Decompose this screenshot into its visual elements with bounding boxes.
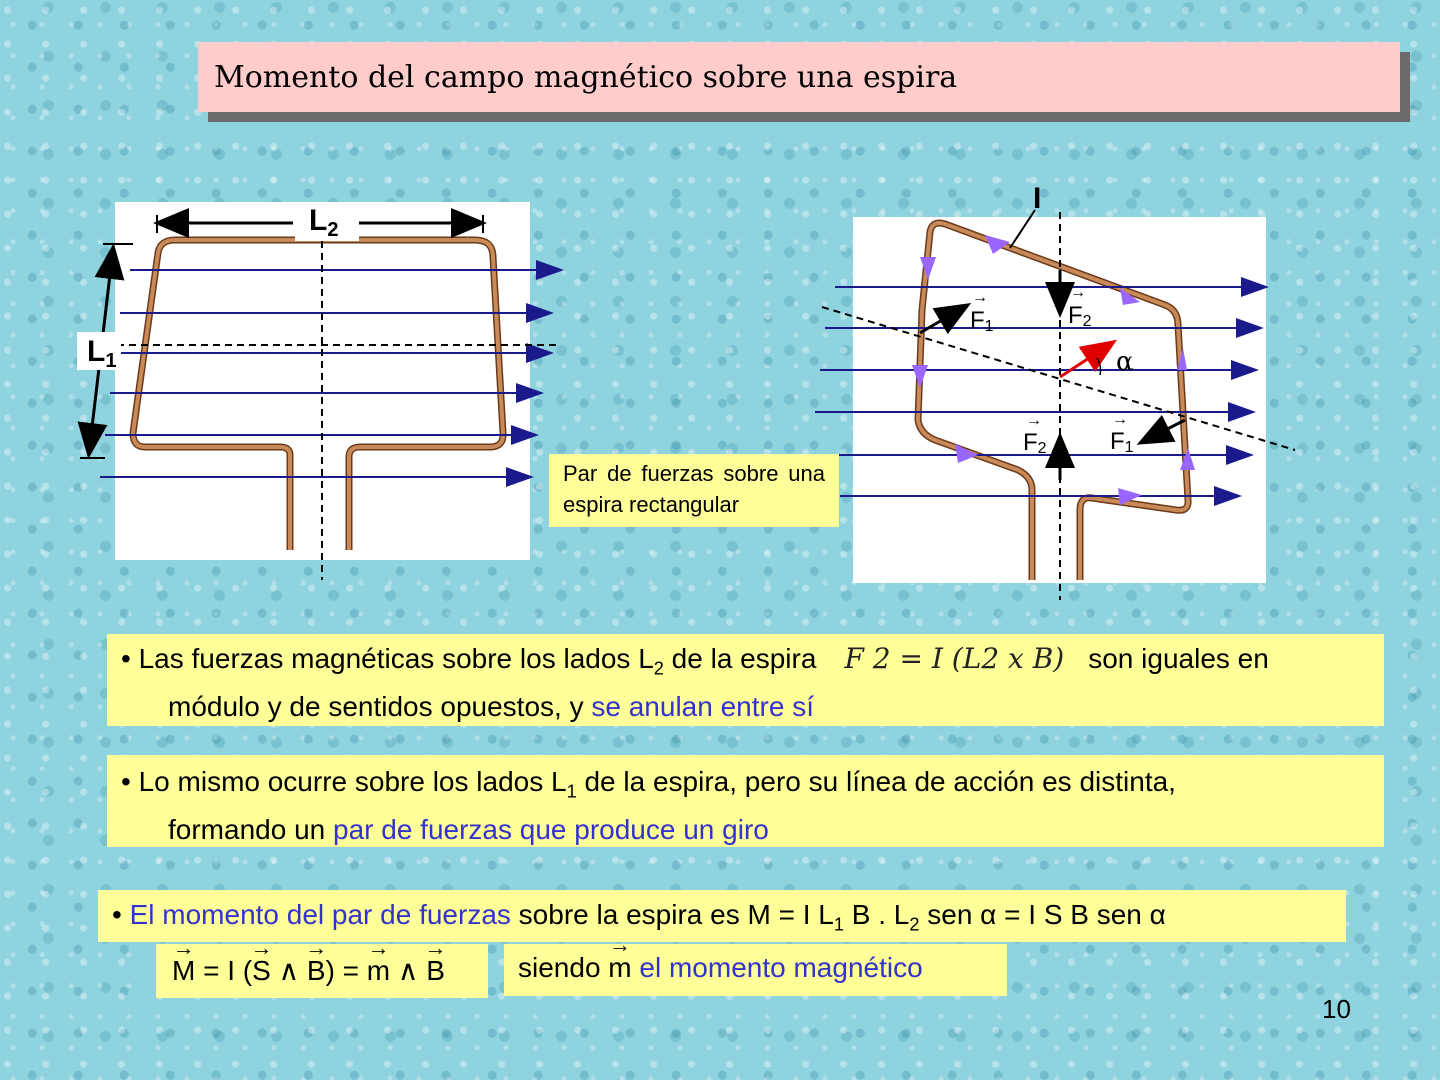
loop-diagram-right <box>810 180 1310 605</box>
formula-f2: F 2 = I (L2 x B) <box>844 642 1065 675</box>
label-l2: $L_2$ <box>309 204 339 241</box>
svg-text:→: → <box>972 289 988 306</box>
bullet-torque: • El momento del par de fuerzas sobre la espira es M = I $L_1$ B . $L_2$ sen α = I S B sen α <box>98 890 1346 942</box>
diagram-caption: Par de fuerzas sobre una espira rectangular <box>549 454 839 527</box>
torque-equation: → M = I (→ S ∧ → B) = → m ∧ → B <box>156 944 488 998</box>
bullet-forces-l2: • Las fuerzas magnéticas sobre los lados $L_2$ de la espira F 2 = I (L2 x B) son iguales en módulo y de sentidos opuestos, y se anulan entre sí <box>107 634 1384 726</box>
label-f2-bottom: F2 <box>1023 429 1047 457</box>
svg-text:→: → <box>1070 284 1086 301</box>
slide-title-text: Momento del campo magnético sobre una espira <box>214 59 958 95</box>
page-number: 10 <box>1322 994 1351 1024</box>
loop-diagram-left <box>75 185 565 585</box>
svg-text:→: → <box>1026 412 1042 429</box>
label-l1: $L_1$ <box>87 335 117 372</box>
bullet-forces-l1: • Lo mismo ocurre sobre los lados $L_1$ de la espira, pero su línea de acción es distinta, formando un par de fuerzas que produce un giro <box>107 755 1384 847</box>
magnetic-moment-note: siendo → m el momento magnético <box>504 944 1007 996</box>
label-f2-top: F2 <box>1068 302 1092 330</box>
svg-text:→: → <box>1112 411 1128 428</box>
label-f1-top: F1 <box>970 307 994 335</box>
label-f1-bottom: F1 <box>1110 428 1134 456</box>
label-current: I <box>1033 182 1042 215</box>
label-alpha: α <box>1116 347 1134 377</box>
slide-title <box>198 42 1400 112</box>
